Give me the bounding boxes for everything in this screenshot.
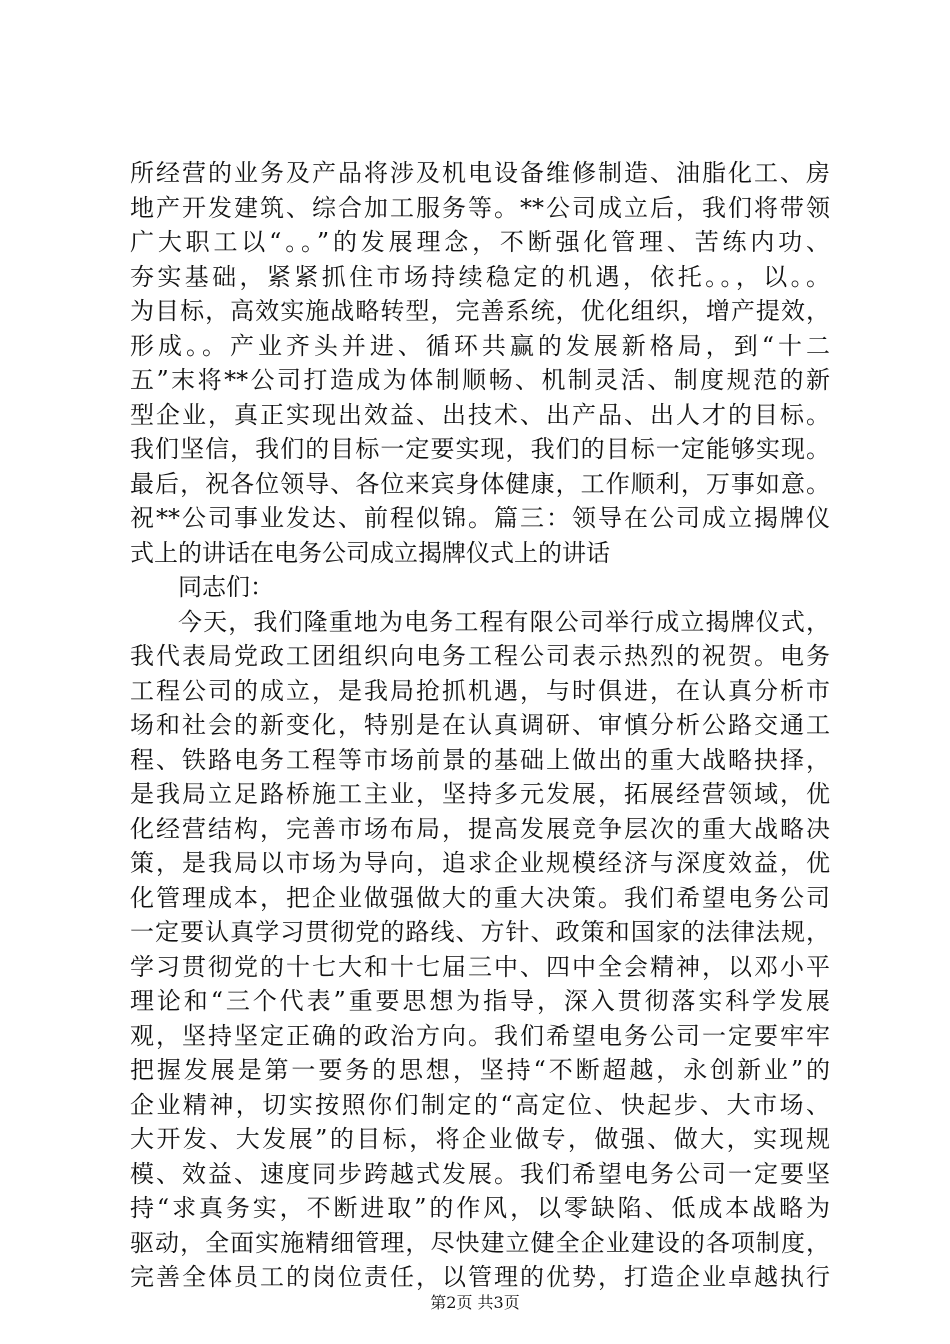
text-line: 策，是我局以市场为导向，追求企业规模经济与深度效益，优 (130, 849, 830, 877)
text-line: 化经营结构，完善市场布局，提高发展竞争层次的重大战略决 (130, 814, 830, 843)
text-line: 我们坚信，我们的目标一定要实现，我们的目标一定能够实现。 (130, 435, 830, 463)
text-line: 广大职工以“。。”的发展理念，不断强化管理、苦练内功、 (130, 228, 830, 256)
text-line: 完善全体员工的岗位责任，以管理的优势，打造企业卓越执行 (130, 1263, 830, 1291)
text-line: 为目标，高效实施战略转型，完善系统，优化组织，增产提效， (130, 297, 830, 325)
text-line: 把握发展是第一要务的思想，坚持“不断超越，永创新业”的 (130, 1056, 830, 1084)
text-line: 工程公司的成立，是我局抢抓机遇，与时俱进，在认真分析市 (130, 676, 830, 705)
text-line: 今天，我们隆重地为电务工程有限公司举行成立揭牌仪式， (178, 607, 830, 636)
text-line: 五”末将**公司打造成为体制顺畅、机制灵活、制度规范的新 (130, 366, 830, 394)
text-line: 持“求真务实，不断进取”的作风，以零缺陷、低成本战略为 (130, 1194, 830, 1222)
text-line: 是我局立足路桥施工主业，坚持多元发展，拓展经营领域，优 (130, 780, 830, 808)
text-line: 驱动，全面实施精细管理，尽快建立健全企业建设的各项制度， (130, 1228, 830, 1257)
text-line: 一定要认真学习贯彻党的路线、方针、政策和国家的法律法规， (130, 918, 830, 946)
text-line: 最后，祝各位领导、各位来宾身体健康，工作顺利，万事如意。 (130, 469, 830, 498)
text-line: 形成。。产业齐头并进、循环共赢的发展新格局，到“十二 (130, 331, 830, 360)
document-body (130, 156, 830, 1295)
text-line: 学习贯彻党的十七大和十七届三中、四中全会精神，以邓小平 (130, 952, 830, 981)
text-line: 程、铁路电务工程等市场前景的基础上做出的重大战略抉择， (130, 745, 830, 774)
text-line: 理论和“三个代表”重要思想为指导，深入贯彻落实科学发展 (130, 987, 830, 1015)
text-line: 型企业，真正实现出效益、出技术、出产品、出人才的目标。 (130, 400, 830, 429)
text-line: 场和社会的新变化，特别是在认真调研、审慎分析公路交通工 (130, 711, 830, 739)
text-line: 地产开发建筑、综合加工服务等。**公司成立后，我们将带领 (130, 193, 830, 222)
text-line: 观，坚持坚定正确的政治方向。我们希望电务公司一定要牢牢 (130, 1021, 830, 1050)
text-line: 模、效益、速度同步跨越式发展。我们希望电务公司一定要坚 (130, 1159, 830, 1188)
text-line: 化管理成本，把企业做强做大的重大决策。我们希望电务公司 (130, 883, 830, 912)
text-line: 我代表局党政工团组织向电务工程公司表示热烈的祝贺。电务 (130, 642, 830, 670)
page-number-footer: 第2页 共3页 (430, 1293, 520, 1312)
text-line: 企业精神，切实按照你们制定的“高定位、快起步、大市场、 (130, 1090, 830, 1119)
salutation-line: 同志们： (178, 573, 274, 601)
text-line: 式上的讲话在电务公司成立揭牌仪式上的讲话 (130, 538, 610, 567)
text-line: 大开发、大发展”的目标，将企业做专，做强、做大，实现规 (130, 1125, 830, 1153)
text-line: 所经营的业务及产品将涉及机电设备维修制造、油脂化工、房 (130, 159, 830, 187)
text-line: 夯实基础，紧紧抓住市场持续稳定的机遇，依托。。，以。。 (130, 262, 830, 291)
text-line: 祝**公司事业发达、前程似锦。篇三：领导在公司成立揭牌仪 (130, 504, 830, 532)
